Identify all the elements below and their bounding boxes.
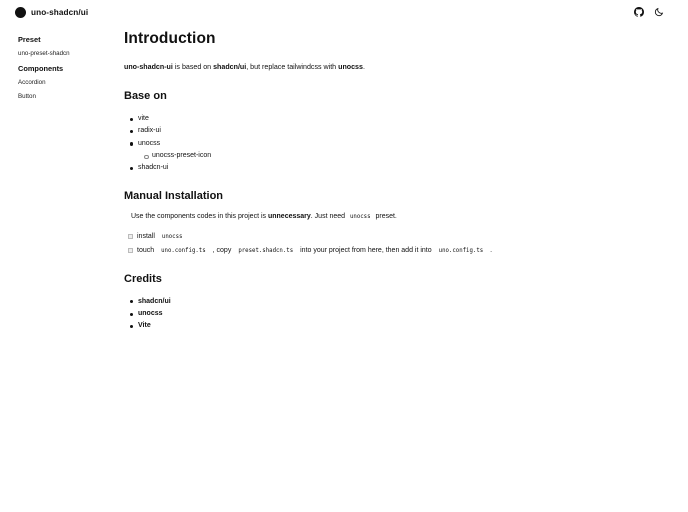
list-item: radix-ui: [130, 125, 664, 137]
sidebar-item-accordion[interactable]: Accordion: [18, 79, 46, 86]
logo-icon: [15, 7, 26, 18]
task-item-install: [128, 230, 664, 244]
section-title-base-on: Base on: [124, 90, 167, 102]
intro-shadcn: shadcn/ui: [213, 63, 247, 71]
code-uno-config: uno.config.ts: [161, 247, 206, 254]
section-title-manual-installation: Manual Installation: [124, 189, 224, 202]
brand-logo-link[interactable]: [15, 7, 88, 18]
sidebar-heading-components: Components: [18, 64, 64, 73]
page-title: Introduction: [124, 30, 216, 47]
sub-list-item: unocss-preset-icon: [144, 150, 664, 162]
code-unocss: unocss: [349, 213, 371, 220]
list-item: shadcn/ui: [130, 296, 664, 308]
task-text: .: [490, 246, 493, 254]
code-uno-config: uno.config.ts: [438, 247, 484, 254]
note-unnecessary: unnecessary: [267, 212, 311, 220]
list-item: unocss: [130, 308, 664, 320]
credits-list: [130, 296, 664, 333]
task-text: touch: [137, 246, 155, 254]
sidebar-heading-preset: Preset: [18, 35, 41, 44]
task-checkbox[interactable]: [128, 248, 133, 253]
sidebar-item-button[interactable]: Button: [18, 93, 36, 100]
code-unocss: unocss: [161, 233, 183, 240]
brand-title: uno-shadcn/ui: [31, 8, 89, 17]
sub-list: [144, 150, 664, 162]
moon-icon[interactable]: [654, 7, 664, 17]
task-text: , copy: [212, 246, 232, 254]
sidebar-item-uno-preset-shadcn[interactable]: uno-preset-shadcn: [18, 50, 70, 57]
section-title-credits: Credits: [124, 272, 162, 285]
intro-text-3: .: [362, 63, 365, 71]
task-text: into your project from here, then add it into: [300, 246, 432, 254]
intro-text-2: , but replace tailwindcss with: [246, 63, 339, 71]
manual-note: Use the components codes in this project is unnecessary. Just need unocss preset.: [131, 212, 397, 220]
main-content: [124, 30, 664, 348]
top-header: [0, 0, 688, 26]
code-preset-shadcn: preset.shadcn.ts: [238, 247, 294, 254]
list-item: shadcn-ui: [130, 162, 664, 174]
github-icon[interactable]: [634, 7, 644, 17]
intro-text-1: is based on: [172, 63, 214, 71]
task-checkbox[interactable]: [128, 234, 133, 239]
intro-paragraph: [124, 62, 664, 72]
base-on-list: [130, 113, 664, 175]
sidebar: [18, 35, 108, 107]
intro-project-name: uno-shadcn-ui: [124, 63, 173, 71]
intro-unocss: unocss: [338, 63, 363, 71]
header-actions: [634, 7, 664, 17]
list-item: vite: [130, 113, 664, 125]
task-text: install: [137, 232, 155, 240]
task-list: [124, 230, 664, 258]
task-item-touch: [128, 244, 664, 258]
list-item: unocss unocss-preset-icon: [130, 138, 664, 162]
list-item: Vite: [130, 320, 664, 332]
